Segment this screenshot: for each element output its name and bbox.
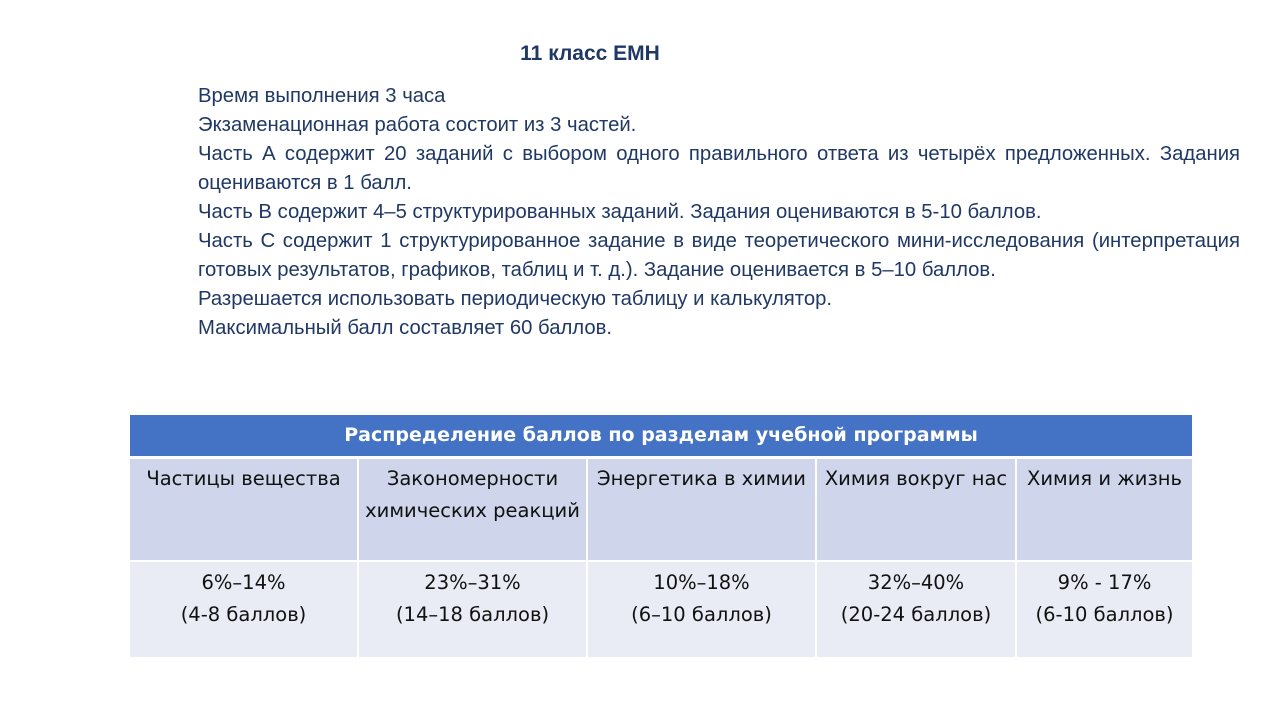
value-percent: 32%–40% <box>867 571 965 595</box>
value-points: (6–10 баллов) <box>631 603 772 627</box>
score-distribution-table-wrap <box>130 415 1192 657</box>
value-cell <box>816 561 1016 657</box>
value-points: (6-10 баллов) <box>1035 603 1174 627</box>
value-percent: 23%–31% <box>424 571 521 595</box>
table-header-row <box>130 415 1192 457</box>
category-cell: Закономерности химических реакций <box>358 457 587 561</box>
info-line: Максимальный балл составляет 60 баллов. <box>198 317 613 339</box>
value-points: (14–18 баллов) <box>395 603 550 627</box>
value-percent: 10%–18% <box>653 571 750 595</box>
value-points: (20-24 баллов) <box>840 603 992 627</box>
category-cell: Частицы вещества <box>130 457 358 561</box>
exam-info <box>198 82 1240 343</box>
category-cell: Химия вокруг нас <box>816 457 1016 561</box>
info-line: Часть С содержит 1 структурированное задание в виде теоретического мини-исследования (интерпретация готовых результатов, графиков, таблиц и т. д.). Задание оценивается в 5–10 баллов. <box>198 230 1240 281</box>
value-percent: 6%–14% <box>201 571 286 595</box>
value-points: (4-8 баллов) <box>180 603 307 627</box>
slide-title: 11 класс ЕМН <box>520 42 660 65</box>
category-row <box>130 457 1192 561</box>
value-cell <box>1016 561 1192 657</box>
info-line: Часть А содержит 20 заданий с выбором одного правильного ответа из четырёх предложенных. Задания оцениваются в 1 балл. <box>198 143 1240 194</box>
info-line: Время выполнения 3 часа <box>198 85 446 107</box>
value-cell <box>358 561 587 657</box>
info-line: Разрешается использовать периодическую таблицу и калькулятор. <box>198 288 833 310</box>
value-percent: 9% - 17% <box>1057 571 1152 595</box>
table-header: Распределение баллов по разделам учебной программы <box>130 415 1192 457</box>
score-distribution-table <box>130 415 1192 657</box>
category-cell: Химия и жизнь <box>1016 457 1192 561</box>
info-line: Часть В содержит 4–5 структурированных заданий. Задания оцениваются в 5-10 баллов. <box>198 201 1042 223</box>
value-row <box>130 561 1192 657</box>
value-cell <box>130 561 358 657</box>
value-cell <box>587 561 816 657</box>
category-cell: Энергетика в химии <box>587 457 816 561</box>
info-line: Экзаменационная работа состоит из 3 частей. <box>198 114 637 136</box>
